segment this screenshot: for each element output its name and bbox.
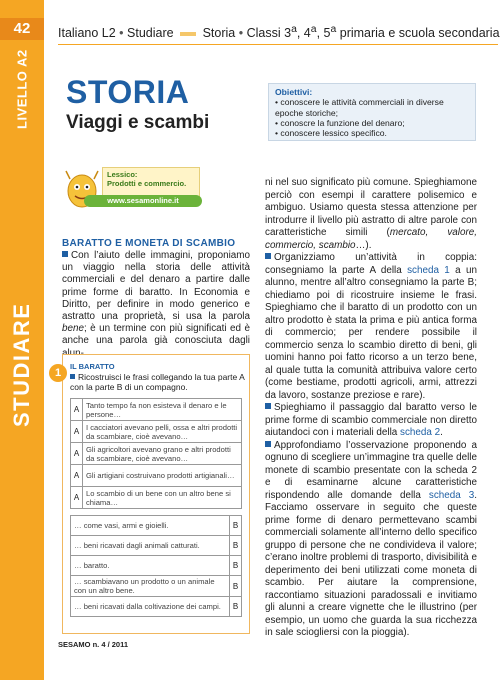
table-row: … baratto. B [71, 556, 242, 576]
header-course: Italiano L2 [58, 26, 116, 41]
right-column [265, 177, 477, 640]
paragraph: ni nel suo significato più comune. Spieghiamone perciò con esempi il carattere polisemico e ambiguo. Usiamo questa stessa attenzione per introdurre il livello più astratto di altre parole con caratteristiche simili (mercato, valore, commercio, scambio…). [265, 177, 477, 251]
page-subtitle: Viaggi e scambi [66, 112, 210, 133]
scheda-3-link[interactable]: scheda 3 [428, 489, 475, 501]
bullet-square-icon [265, 441, 271, 447]
objective-item: • conoscere le attività commerciali in diverse epoche storiche; [275, 97, 444, 118]
table-row: … scambiavano un prodotto o un animale con un altro bene. B [71, 576, 242, 597]
paragraph: Organizziamo un’attività in coppia: consegniamo la parte A della scheda 1 a un alunno, mentre all’altro consegniamo la parte B; chiediamo poi di ricostruire insieme le frasi. Spieghiamo che il baratto di un prodotto con un altro prodotto è stata la prima e più antica forma di commercio; per rendere possibile il commercio senza lo scambio diretto di beni, gli uomini hanno poi fatto ricorso a un terzo bene, al quale tutta la comunità attribuiva valore certo (come bestiame, prodotti agricoli, armi, attrezzi da lavoro, sostanze preziose e rare). [265, 252, 477, 401]
exercise-number: 1 [49, 364, 67, 382]
bullet-square-icon [265, 403, 271, 409]
header-highlight [180, 32, 196, 36]
header-subject: Storia [202, 26, 236, 41]
lessico-label-box [102, 167, 200, 197]
paragraph: Approfondiamo l’osservazione proponendo a ognuno di scegliere un’immagine tra quelle delle monete di scambio presentate con la scheda 2 e di esaminarne alcune caratteristiche rispondendo alle domande della scheda 3. Facciamo osservare in seguito che queste prime forme di denaro permettevano scambi commerciali solamente all’interno dello specifico gruppo di persone che ne condivideva il valore; c’erano inoltre problemi di trasporto, divisibilità e deperimento dei beni utilizzati come moneta di scambio. Per aiutare la comprensione, raccontiamo situazioni paradossali e invitiamo gli alunni a creare vignette che le illustrino (per esempio, un uomo che guarda la sua ricchezza in sale sciogliersi con la pioggia). [265, 439, 477, 638]
lessico-label: Lessico: [107, 170, 138, 179]
objectives-title: Obiettivi: [275, 87, 313, 97]
header-area: Studiare [127, 26, 174, 41]
objective-item: • conoscere lessico specifico. [275, 128, 387, 139]
exercise-table-part-a [70, 398, 242, 509]
page-number: 42 [0, 18, 44, 40]
intro-paragraph: Con l’aiuto delle immagini, proponiamo un viaggio nella storia delle attività commerciali e del denaro a partire dalle prime forme di baratto. In Economia e Diritto, per definire in modo generico e astratto una proprietà, si usa la parola bene; è un termine con più significati ed è anche una parola già conosciuta dagli [62, 250, 250, 347]
level-label: LIVELLO A2 [14, 49, 30, 130]
exercise-title: IL BARATTO [70, 362, 115, 371]
page-header [58, 24, 498, 40]
section-heading: BARATTO E MONETA DI SCAMBIO [62, 238, 236, 249]
table-row: A Gli artigiani costruivano prodotti artigianali… [71, 465, 242, 487]
bullet-square-icon [265, 253, 271, 259]
exercise-instruction: Ricostruisci le frasi collegando la tua parte A con la parte B di un compagno. [70, 372, 245, 392]
paragraph: Spieghiamo il passaggio dal baratto verso le prime forme di scambio commerciale non diretto aiutandoci con i materiali della scheda 2. [265, 402, 477, 438]
table-row: A Gli agricoltori avevano grano e altri prodotti da scambiare, cioè avevano… [71, 443, 242, 465]
website-link[interactable]: www.sesamonline.it [84, 195, 202, 207]
table-row: … beni ricavati dagli animali catturati. B [71, 536, 242, 556]
page-title: STORIA [66, 74, 190, 110]
header-bullet: • [119, 26, 124, 41]
bullet-square-icon [62, 251, 68, 257]
table-row: … come vasi, armi e gioielli. B [71, 516, 242, 536]
objective-item: • conoscre la funzione del denaro; [275, 117, 405, 128]
objectives-box [268, 83, 476, 141]
objectives-list [275, 97, 469, 138]
table-row: … beni ricavati dalla coltivazione dei campi. B [71, 597, 242, 617]
header-classes: Classi 3$^a$, 4$^a$, 5$^a$ primaria e scuola secondaria [246, 24, 500, 41]
header-bullet-2: • [238, 26, 244, 41]
header-rule [58, 44, 498, 45]
scheda-1-link[interactable]: scheda 1 [407, 264, 450, 276]
footer: SESAMO n. 4 / 2011 [58, 640, 129, 649]
section-label: STUDIARE [9, 302, 34, 428]
exercise-table-part-b [70, 515, 242, 617]
table-row: A Lo scambio di un bene con un altro bene si chiama… [71, 487, 242, 509]
lessico-box [62, 165, 202, 213]
table-row: A I cacciatori avevano pelli, ossa e altri prodotti da scambiare, cioè avevano… [71, 421, 242, 443]
table-row: A Tanto tempo fa non esisteva il denaro e le persone… [71, 399, 242, 421]
lessico-text: Prodotti e commercio. [107, 179, 187, 188]
bullet-square-icon [70, 374, 75, 379]
scheda-2-link[interactable]: scheda 2 [400, 427, 441, 438]
